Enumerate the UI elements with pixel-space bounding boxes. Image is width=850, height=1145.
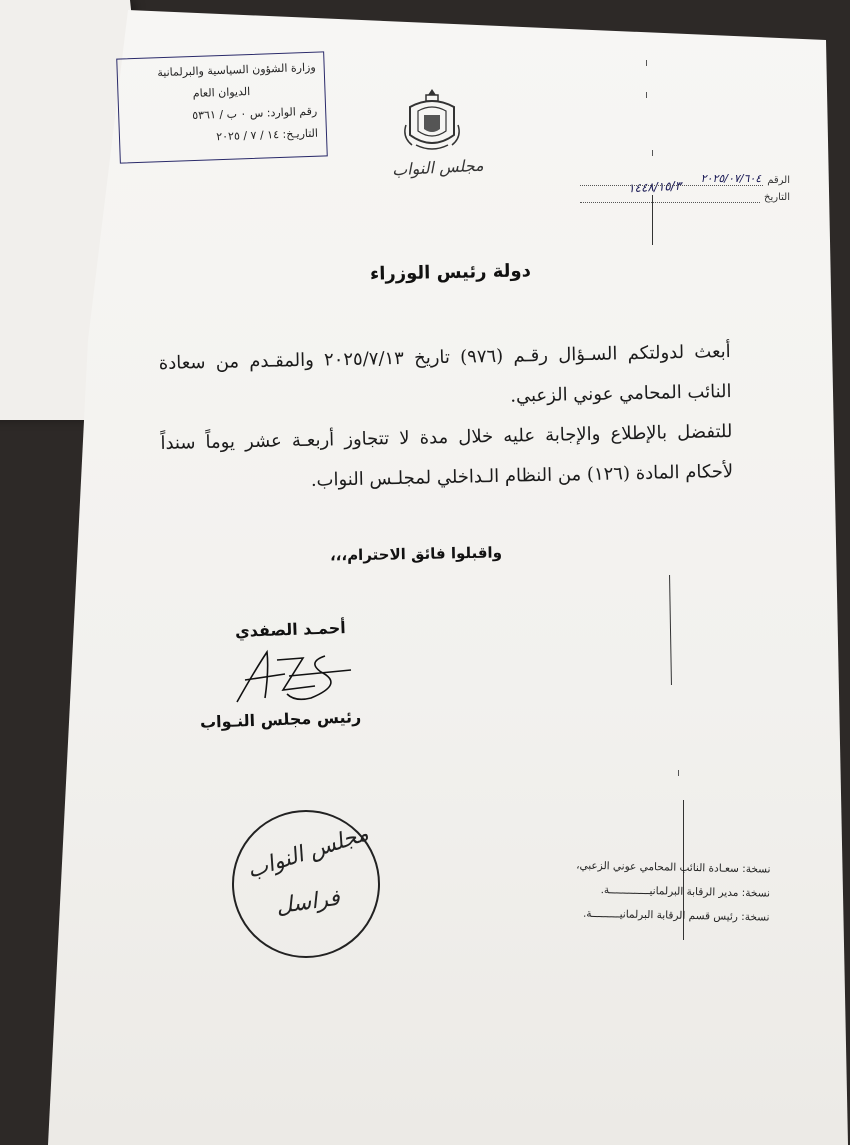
council-name-calligraphy: مجلس النواب [391,155,485,180]
body-paragraph-1: أبعث لدولتكم السـؤال رقـم (٩٧٦) تاريخ ٢٠٢٥/٧/١٣ والمقـدم من سعادة النائب المحامي عوني الزعبي. [158,341,732,407]
signer-title: رئيس مجلس النـواب [199,707,362,732]
copy-line-1: نسخة: سعـادة النائب المحامي عوني الزعبي، [576,859,771,876]
body-paragraph-2: للتفضل بالإطلاع والإجابة عليه خلال مدة لا تتجاوز أربعـة عشر يوماً سنداً لأحكام المادة (١٢٦) من النظام الـداخلي لمجلـس النواب. [160,421,734,491]
stamp-date-label: التاريـخ: [282,126,319,141]
stamp-ministry: وزارة الشؤون السياسية والبرلمانية [157,60,316,80]
seal-text-bottom: فراسل [274,885,342,920]
stamp-incoming-label: رقم الوارد: [266,104,318,120]
stamp-office: الديوان العام [192,85,251,101]
reference-date-label: التاريخ [764,192,790,203]
reference-number-line [580,172,763,186]
fold-mark [646,60,647,66]
stamp-date-value: ١٤ / ٧ / ٢٠٢٥ [216,128,280,144]
letter-body [158,332,733,504]
fold-mark [652,150,653,156]
seal-text-top: مجلس النواب [244,821,372,884]
copy-line-2: نسخة: مدير الرقابة البرلمانيـــــــــــــة. [600,884,771,900]
copy-line-3: نسخة: رئيس قسم الرقابة البرلمانيـــــــــة. [582,907,770,924]
fold-mark [678,770,679,776]
reference-date-line [580,192,760,203]
council-seal [232,810,380,958]
hijri-date: ١٤٤٨/١٥/٣ [627,178,682,196]
fold-mark [646,92,647,98]
stamp-incoming-value: س ٠ ب / ٥٣٦١ [192,106,264,123]
reference-block [580,172,790,209]
copies-list [519,852,770,929]
signer-name: أحمـد الصفدي [234,618,347,641]
handwritten-signature [225,640,355,710]
reference-number-value: ٢٠٢٥/٠٧/٦٠٤ [700,172,762,185]
reference-date-row [580,192,790,203]
reference-number-row [580,172,790,186]
recipient-heading: دولة رئيس الوزراء [369,260,532,285]
incoming-stamp [116,51,328,163]
closing-salutation: واقبلوا فائق الاحترام،،، [329,543,503,565]
fold-line [652,195,653,245]
coat-of-arms-icon [400,85,464,155]
reference-number-label: الرقم [767,175,790,186]
